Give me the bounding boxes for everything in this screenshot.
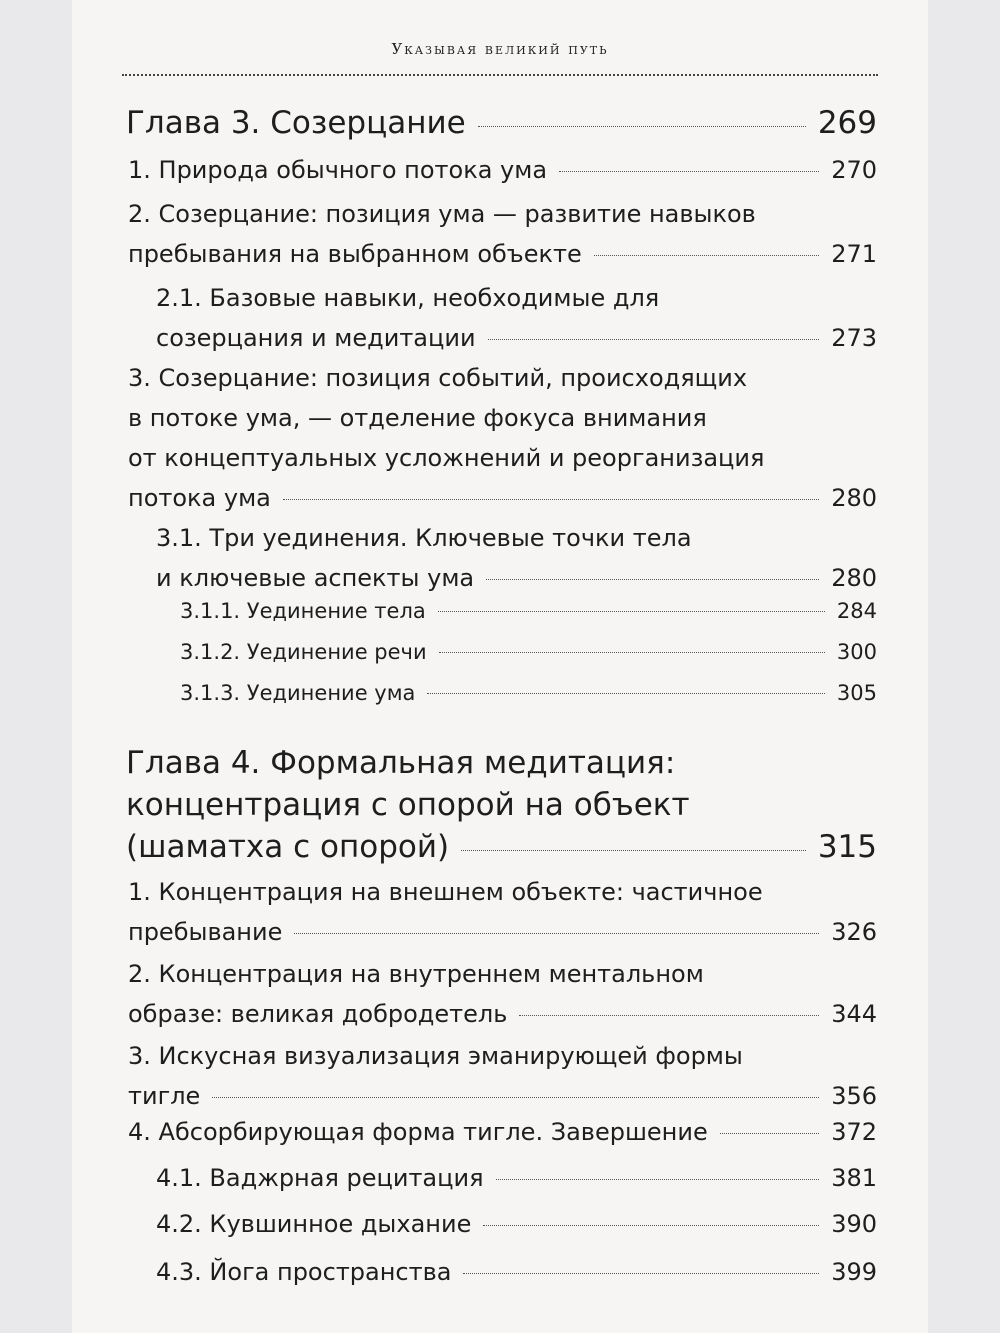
toc-page-number: 372: [831, 1118, 877, 1146]
toc-entry-1[interactable]: [128, 150, 877, 190]
toc-entry-text: 3.1. Три уединения. Ключевые точки тела: [156, 524, 692, 552]
toc-entry-text: 2.1. Базовые навыки, необходимые для: [156, 284, 660, 312]
toc-entry-text: пребывания на выбранном объекте: [128, 240, 582, 268]
leader-dots: [483, 1225, 819, 1226]
toc-page-number: 344: [831, 1000, 877, 1028]
toc-entry-3-1-3[interactable]: [180, 673, 877, 713]
toc-entry-text: 3.1.1. Уединение тела: [180, 599, 426, 623]
toc-entry-3-1-2[interactable]: [180, 632, 877, 672]
toc-page-number: 390: [831, 1210, 877, 1238]
leader-dots: [438, 611, 825, 612]
toc-entry-text: потока ума: [128, 484, 271, 512]
toc-page-number: 280: [831, 484, 877, 512]
toc-entry-text: тигле: [128, 1082, 201, 1110]
header-rule: [122, 74, 878, 76]
toc-entry-text: 4.3. Йога пространства: [156, 1258, 452, 1286]
toc-entry-text: Глава 4. Формальная медитация:: [126, 745, 676, 781]
leader-dots: [486, 579, 819, 580]
toc-entry-text: Глава 3. Созерцание: [126, 105, 466, 141]
toc-entry-text: 1. Природа обычного потока ума: [128, 156, 548, 184]
leader-dots: [559, 171, 819, 172]
leader-dots: [488, 339, 820, 340]
toc-entry-4-4-2[interactable]: [156, 1204, 877, 1244]
leader-dots: [212, 1097, 819, 1098]
toc-page-number: 326: [831, 918, 877, 946]
leader-dots: [478, 126, 806, 127]
toc-entry-text: 4.2. Кувшинное дыхание: [156, 1210, 472, 1238]
toc-entry-3-1-1[interactable]: [180, 591, 877, 631]
toc-entry-3-1[interactable]: [156, 518, 877, 598]
toc-entry-chapter-3[interactable]: [126, 102, 877, 144]
leader-dots: [427, 693, 824, 694]
toc-entry-text: 3.1.3. Уединение ума: [180, 681, 416, 705]
toc-entry-text: 3. Созерцание: позиция событий, происходящих: [128, 364, 748, 392]
toc-entry-4-3[interactable]: [128, 1036, 877, 1116]
leader-dots: [594, 255, 819, 256]
toc-entry-text: в потоке ума, — отделение фокуса внимания: [128, 404, 707, 432]
toc-entry-chapter-4[interactable]: [126, 742, 877, 868]
toc-entry-text: 4. Абсорбирующая форма тигле. Завершение: [128, 1118, 708, 1146]
toc-entry-4-4[interactable]: [128, 1112, 877, 1152]
leader-dots: [294, 933, 819, 934]
toc-entry-text: образе: великая добродетель: [128, 1000, 508, 1028]
toc-page-number: 273: [831, 324, 877, 352]
toc-page-number: 300: [836, 640, 877, 664]
toc-entry-4-2[interactable]: [128, 954, 877, 1034]
toc-page-number: 271: [831, 240, 877, 268]
toc-entry-4-4-1[interactable]: [156, 1158, 877, 1198]
toc-page-number: 280: [831, 564, 877, 592]
toc-entry-text: 3.1.2. Уединение речи: [180, 640, 427, 664]
toc-entry-4-4-3[interactable]: [156, 1252, 877, 1292]
toc-page-number: 315: [817, 829, 877, 865]
toc-entry-3[interactable]: [128, 358, 877, 518]
toc-page-number: 399: [831, 1258, 877, 1286]
running-head: Указывая великий путь: [391, 40, 609, 58]
toc-entry-text: и ключевые аспекты ума: [156, 564, 475, 592]
toc-entry-text: пребывание: [128, 918, 283, 946]
toc-entry-text: (шаматха с опорой): [126, 829, 450, 865]
leader-dots: [496, 1179, 820, 1180]
toc-page-number: 305: [836, 681, 877, 705]
toc-entry-2-1[interactable]: [156, 278, 877, 358]
leader-dots: [439, 652, 825, 653]
toc-entry-text: 2. Созерцание: позиция ума — развитие навыков: [128, 200, 756, 228]
leader-dots: [463, 1273, 819, 1274]
leader-dots: [283, 499, 819, 500]
toc-page-number: 270: [831, 156, 877, 184]
toc-entry-4-1[interactable]: [128, 872, 877, 952]
toc-entry-text: 2. Концентрация на внутреннем ментальном: [128, 960, 704, 988]
toc-entry-2[interactable]: [128, 194, 877, 274]
toc-page-number: 284: [836, 599, 877, 623]
toc-entry-text: 3. Искусная визуализация эманирующей формы: [128, 1042, 743, 1070]
leader-dots: [461, 850, 806, 851]
book-page: [72, 0, 928, 1333]
leader-dots: [720, 1133, 819, 1134]
toc-entry-text: от концептуальных усложнений и реорганизация: [128, 444, 765, 472]
toc-entry-text: 1. Концентрация на внешнем объекте: частичное: [128, 878, 763, 906]
toc-entry-text: концентрация с опорой на объект: [126, 787, 690, 823]
toc-entry-text: 4.1. Ваджрная рецитация: [156, 1164, 484, 1192]
toc-page-number: 356: [831, 1082, 877, 1110]
toc-page-number: 381: [831, 1164, 877, 1192]
leader-dots: [519, 1015, 819, 1016]
toc-page-number: 269: [817, 105, 877, 141]
toc-entry-text: созерцания и медитации: [156, 324, 476, 352]
